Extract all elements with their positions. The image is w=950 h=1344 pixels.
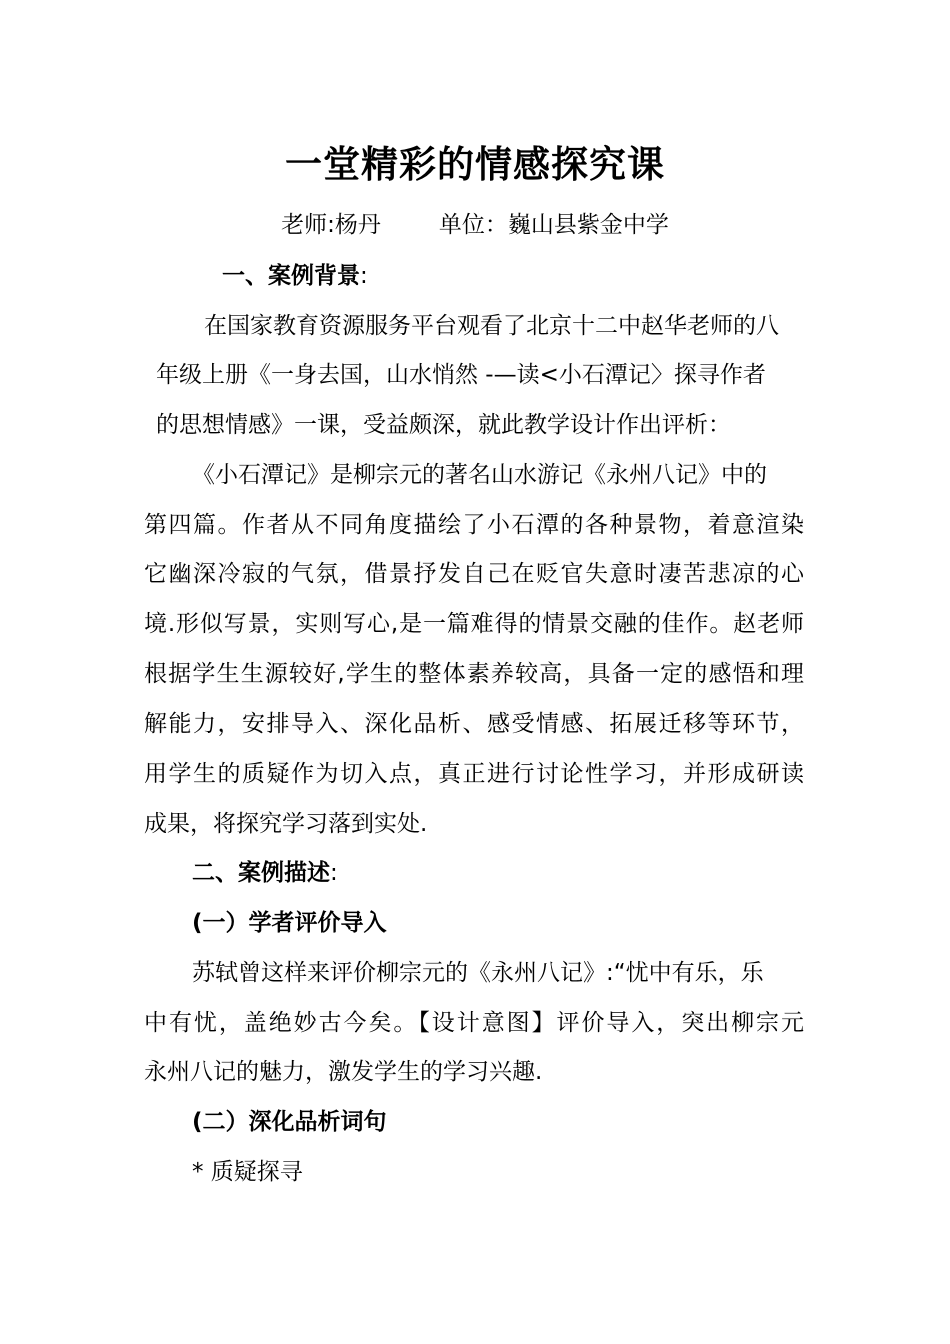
section-heading-background [222,260,368,292]
section-heading-description [192,857,338,889]
paragraph-line: 用学生的质疑作为切入点，真正进行讨论性学习，并形成研读 [144,761,804,787]
paragraph-line: 《小石潭记》是柳宗元的著名山水游记《永州八记》中的 [192,462,767,488]
bullet-item: * 质疑探寻 [192,1159,303,1185]
paragraph-line: 年级上册《一身去国，山水悄然 -—读<小石潭记〉探寻作者 [156,362,766,388]
page-title: 一堂精彩的情感探究课 [285,143,665,186]
subsection-heading: (二）深化品析词句 [192,1109,387,1135]
paragraph-line: 境.形似写景，实则写心,是一篇难得的情景交融的佳作。赵老师 [144,611,804,637]
paragraph-line: 在国家教育资源服务平台观看了北京十二中赵华老师的八 [204,313,779,339]
teacher-name: 老师:杨丹 [281,212,381,238]
paragraph-line: 的思想情感》一课，受益颇深，就此教学设计作出评析： [156,412,731,438]
section-heading-text: 二、案例描述 [192,860,330,886]
section-heading-text: 一、案例背景 [222,263,360,289]
section-heading-colon: : [360,263,368,289]
paragraph-line: 永州八记的魅力，激发学生的学习兴趣. [144,1059,543,1085]
subsection-heading: (一）学者评价导入 [192,910,387,936]
paragraph-line: 根据学生生源较好,学生的整体素养较高，具备一定的感悟和理 [144,661,804,687]
paragraph-line: 它幽深冷寂的气氛，借景抒发自己在贬官失意时凄苦悲凉的心 [144,561,804,587]
paragraph-line: 第四篇。作者从不同角度描绘了小石潭的各种景物，着意渲染 [144,512,804,538]
author-line [0,209,950,241]
paragraph-line: 苏轼曾这样来评价柳宗元的《永州八记》:“忧中有乐，乐 [192,960,764,986]
section-heading-colon: : [330,860,338,886]
school-unit: 单位：巍山县紫金中学 [438,212,669,238]
paragraph-line: 解能力，安排导入、深化品析、感受情感、拓展迁移等环节， [144,711,804,737]
paragraph-line: 中有忧，盖绝妙古今矣。【设计意图】评价导入，突出柳宗元 [144,1010,804,1036]
paragraph-line: 成果，将探究学习落到实处. [144,811,428,837]
